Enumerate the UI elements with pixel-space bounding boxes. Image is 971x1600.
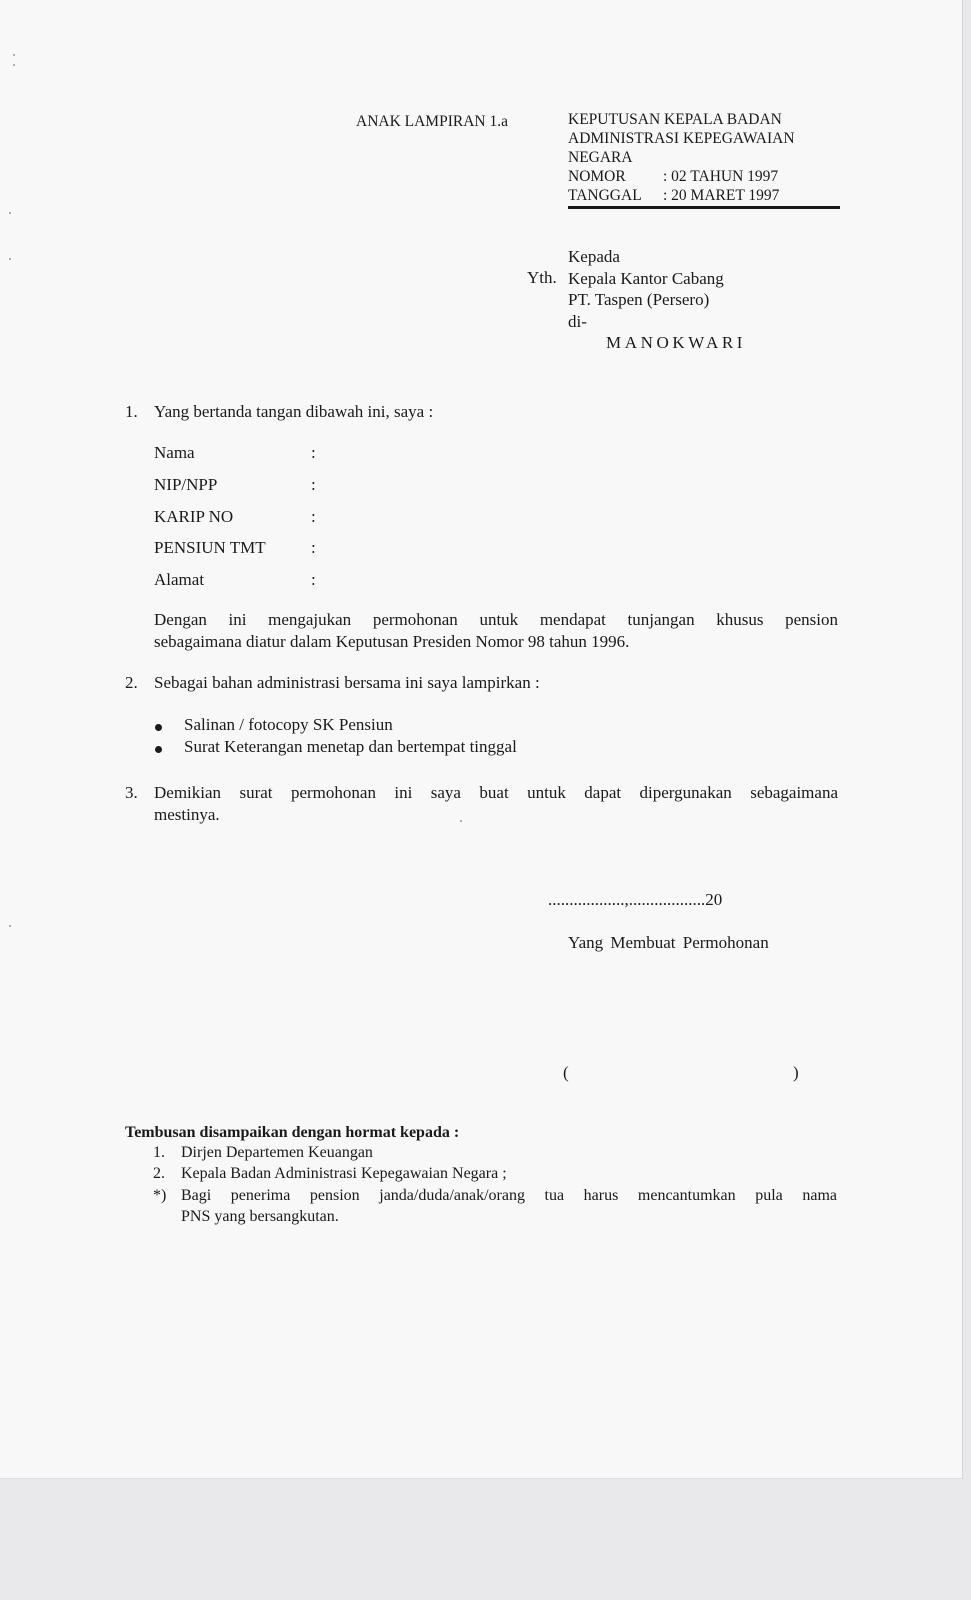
field-label-nip: NIP/NPP [154,475,218,494]
address-line3: di- [568,311,587,331]
scan-speck [9,925,11,927]
yth-label: Yth. [527,268,557,287]
bullet-icon [155,746,162,753]
footer-note-marker: *) [153,1187,167,1204]
address-line1: Kepala Kantor Cabang [568,268,724,288]
decree-tanggal-row [568,186,795,205]
section1-number: 1. [125,402,138,421]
section1-paragraph-line1: Dengan ini mengajukan permohonan untuk mendapat tunjangan khusus pension [154,610,838,629]
section2-number: 2. [125,673,138,692]
field-label-pensiun-tmt: PENSIUN TMT [154,538,266,557]
address-city: MANOKWARI [606,333,747,352]
address-line2: PT. Taspen (Persero) [568,290,710,309]
decree-title-line1: KEPUTUSAN KEPALA BADAN [568,111,782,128]
section1-intro: Yang bertanda tangan dibawah ini, saya : [154,402,434,421]
tanggal-value: : 20 MARET 1997 [663,187,780,204]
decree-title-line2: ADMINISTRASI KEPEGAWAIAN [568,130,795,147]
field-label-alamat: Alamat [154,570,205,589]
nomor-value: : 02 TAHUN 1997 [663,168,779,185]
footer-note-line2: PNS yang bersangkutan. [181,1208,339,1225]
section1-paragraph-line2: sebagaimana diatur dalam Keputusan Presiden Nomor 98 tahun 1996. [154,632,630,651]
footer-item-2: Kepala Badan Administrasi Kepegawaian Negara ; [181,1165,507,1182]
field-label-nama: Nama [154,443,195,462]
scan-speck [9,212,11,214]
field-colon: : [311,538,316,557]
decree-title-line3: NEGARA [568,149,633,166]
scan-speck [13,64,15,66]
scan-speck [9,258,11,260]
signature-label: Yang Membuat Permohonan [568,933,769,952]
section1-paragraph [154,609,838,653]
footer-item-marker: 2. [153,1165,165,1182]
signature-date-line: ..................,..................20 [548,890,723,909]
attachment-label: ANAK LAMPIRAN 1.a [356,113,508,130]
section3-line1: Demikian surat permohonan ini saya buat untuk dapat dipergunakan sebagaimana [154,783,838,802]
footer-item-1: Dirjen Departemen Keuangan [181,1144,373,1161]
field-colon: : [311,443,316,462]
attachment-item-1: Salinan / fotocopy SK Pensiun [184,715,393,734]
decree-nomor-row [568,167,795,186]
signature-open-paren: ( [563,1063,569,1082]
section2-intro: Sebagai bahan administrasi bersama ini saya lampirkan : [154,673,540,692]
section3-line2: mestinya. [154,805,220,824]
header-divider [568,206,840,209]
nomor-label: NOMOR [568,168,626,185]
field-label-karip: KARIP NO [154,507,234,526]
decree-header [568,110,795,205]
footer-note-line1: Bagi penerima pension janda/duda/anak/orang tua harus mencantumkan pula nama [181,1187,837,1204]
section3-number: 3. [125,783,138,802]
field-colon: : [311,475,316,494]
signature-close-paren: ) [793,1063,799,1082]
section3-paragraph [154,782,838,826]
recipient-address [568,246,746,354]
footer-title: Tembusan disampaikan dengan hormat kepada : [125,1124,460,1141]
field-colon: : [311,507,316,526]
field-colon: : [311,570,316,589]
tanggal-label: TANGGAL [568,187,642,204]
scan-speck [13,54,15,56]
footer-item-marker: 1. [153,1144,165,1161]
bullet-icon [155,724,162,731]
attachment-item-2: Surat Keterangan menetap dan bertempat tinggal [184,737,517,756]
address-kepada: Kepada [568,247,620,266]
